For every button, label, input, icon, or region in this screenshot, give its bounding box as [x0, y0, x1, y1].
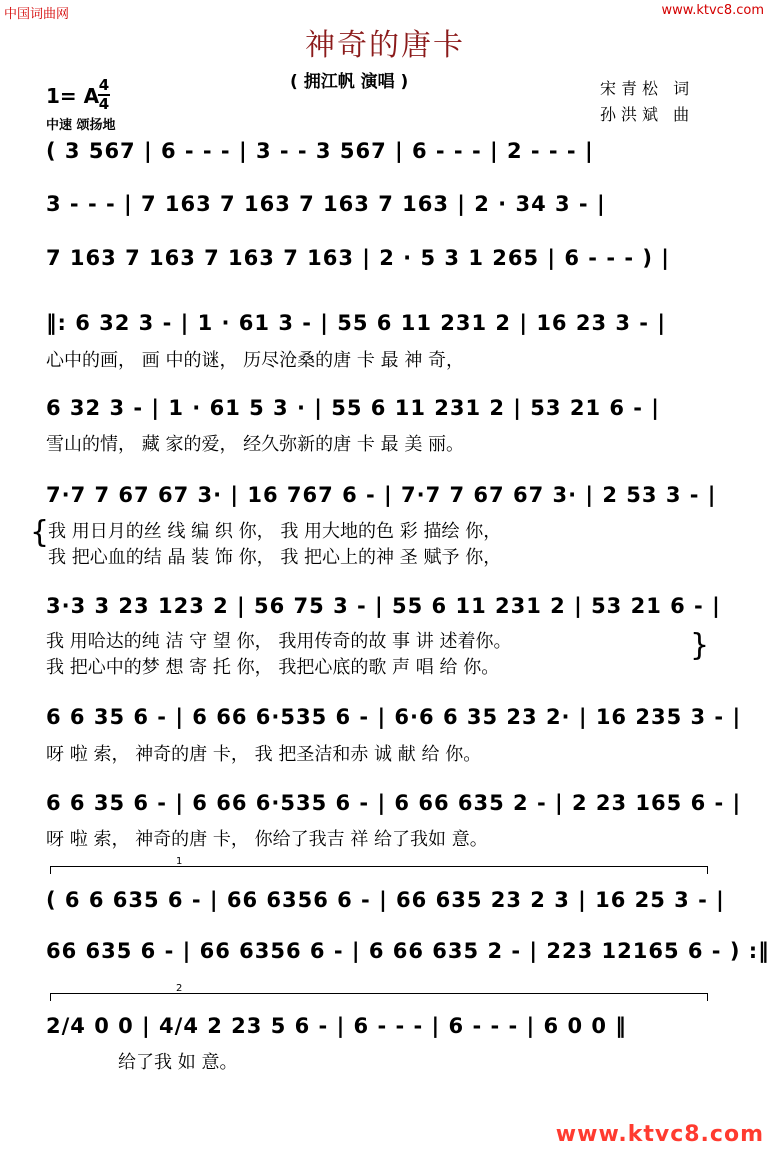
tempo-marking: 中速 颂扬地 [46, 118, 116, 133]
time-signature-top: 4 [98, 76, 110, 94]
score-row-1: ( 3 567 | 6 - - - | 3 - - 3 567 | 6 - - - | 2 - - - | [46, 139, 594, 163]
lyric-row-5: 呀 啦 索， 神奇的唐 卡， 我 把圣洁和赤 诚 献 给 你。 [46, 744, 482, 765]
volta-2-line [50, 993, 708, 994]
lyric-row-3a: 我 用日月的丝 线 编 织 你， 我 用大地的色 彩 描绘 你， [48, 521, 502, 542]
site-name-left[interactable]: 中国词曲网 [4, 7, 70, 22]
score-row-8: 6 6 35 6 - | 6 66 6·535 6 - | 6·6 6 35 23 2· | 16 235 3 - | [46, 705, 742, 729]
score-row-4: ‖: 6 32 3 - | 1 · 61 3 - | 55 6 11 231 2 | 16 23 3 - | [46, 311, 667, 335]
score-row-12: 2/4 0 0 | 4/4 2 23 5 6 - | 6 - - - | 6 - - - | 6 0 0 ‖ [46, 1014, 627, 1038]
score-row-2: 3 - - - | 7 163 7 163 7 163 7 163 | 2 · 34 3 - | [46, 192, 606, 216]
site-url-right[interactable]: www.ktvc8.com [661, 3, 764, 18]
time-signature [98, 78, 110, 112]
lyric-row-4b: 我 把心中的梦 想 寄 托 你， 我把心底的歌 声 唱 给 你。 [46, 657, 500, 678]
key-signature: 1= A [46, 84, 100, 108]
score-row-10: ( 6 6 635 6 - | 66 6356 6 - | 66 635 23 2 3 | 16 25 3 - | [46, 888, 725, 912]
lyric-row-3b: 我 把心血的结 晶 装 饰 你， 我 把心上的神 圣 赋予 你， [48, 547, 502, 568]
lyric-row-4a: 我 用哈达的纯 洁 守 望 你， 我用传奇的故 事 讲 述着你。 [46, 631, 512, 652]
score-row-6: 7·7 7 67 67 3· | 16 767 6 - | 7·7 7 67 67 3· | 2 53 3 - | [46, 483, 717, 507]
volta-1-left-tick [50, 866, 51, 874]
singer-credit: ( 拥江帆 演唱 ) [290, 72, 409, 92]
score-row-7: 3·3 3 23 123 2 | 56 75 3 - | 55 6 11 231 2 | 53 21 6 - | [46, 594, 721, 618]
time-signature-bottom: 4 [98, 95, 110, 113]
lyric-row-2: 雪山的情， 藏 家的爱， 经久弥新的唐 卡 最 美 丽。 [46, 434, 465, 455]
lyric-row-7: 给了我 如 意。 [118, 1052, 238, 1073]
lyric-row-1: 心中的画， 画 中的谜， 历尽沧桑的唐 卡 最 神 奇， [46, 350, 465, 371]
volta-2-right-tick [707, 993, 708, 1001]
score-row-5: 6 32 3 - | 1 · 61 5 3 · | 55 6 11 231 2 | 53 21 6 - | [46, 396, 660, 420]
volta-2-number: 2 [176, 983, 183, 994]
score-row-3: 7 163 7 163 7 163 7 163 | 2 · 5 3 1 265 | 6 - - - ) | [46, 246, 670, 270]
score-row-11: 66 635 6 - | 66 6356 6 - | 6 66 635 2 - | 223 12165 6 - ) :‖ [46, 939, 770, 963]
lyricist-credit: 宋青松 词 [600, 79, 695, 98]
verse-brace-left: { [30, 515, 50, 550]
volta-2-left-tick [50, 993, 51, 1001]
site-logo-bottom[interactable]: www.ktvc8.com [555, 1122, 764, 1147]
lyric-row-6: 呀 啦 索， 神奇的唐 卡， 你给了我吉 祥 给了我如 意。 [46, 829, 488, 850]
volta-1-right-tick [707, 866, 708, 874]
song-title: 神奇的唐卡 [305, 28, 465, 63]
score-row-9: 6 6 35 6 - | 6 66 6·535 6 - | 6 66 635 2 - | 2 23 165 6 - | [46, 791, 742, 815]
verse-brace-right: } [690, 628, 710, 663]
volta-1-line [50, 866, 708, 867]
volta-1-number: 1 [176, 856, 183, 867]
composer-credit: 孙洪斌 曲 [600, 105, 695, 124]
